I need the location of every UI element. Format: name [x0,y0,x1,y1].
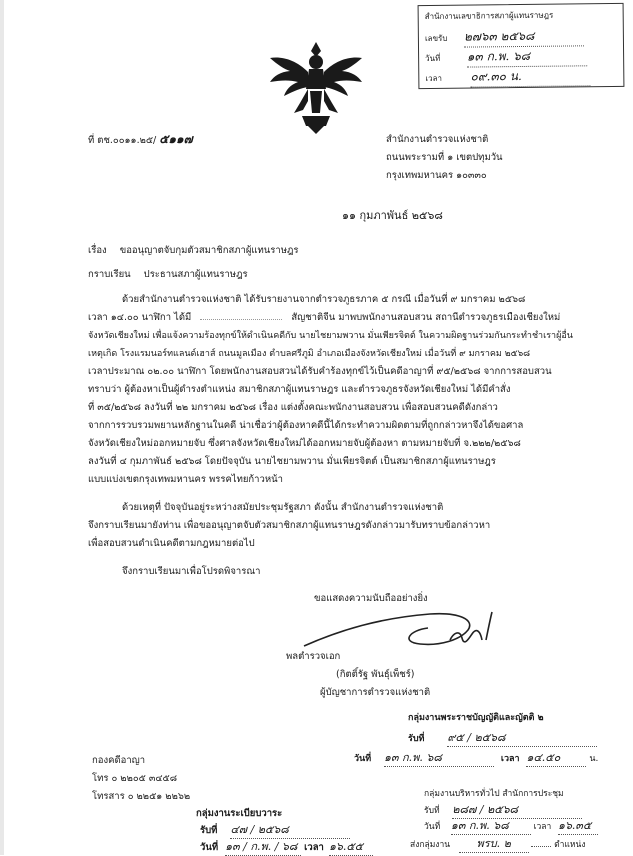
stamp-meeting-send-label: ส่งกลุ่มงาน [410,840,451,850]
closing-request: จึงกราบเรียนมาเพื่อโปรดพิจารณา [122,566,261,577]
receipt-date-value: ๑๓ ก.พ. ๖๘ [467,46,587,67]
date-line: ๑๑ กุมภาพันธ์ ๒๕๖๘ [342,209,443,222]
para2-line: จึงกราบเรียนมายังท่าน เพื่อขออนุญาตจับตัวสมาชิกสภาผู้แทนราษฎรดังกล่าวมารับทราบข้อกล่าวหา [88,520,491,531]
stamp-meeting-title: กลุ่มงานบริหารทั่วไป สำนักการประชุม [424,789,564,799]
para1-line: ที่ ๓๕/๒๕๖๘ ลงวันที่ ๒๒ มกราคม ๒๕๖๘ เรื่อง แต่งตั้งคณะพนักงานสอบสวน เพื่อสอบสวนคดีดังกล่าว [88,402,498,413]
stamp-legal-time-value: ๑๔.๕๐ [526,748,586,767]
stamp-legal-number-label: รับที่ [408,734,425,744]
receipt-number-value: ๒๗๖๓ ๒๕๖๘ [464,26,584,47]
redacted-name [200,319,282,320]
stamp-agenda-date-value: ๑๓ / ก.พ. / ๖๘ [225,837,301,856]
addressee-line [88,268,248,281]
para1-line [88,310,560,325]
ref-line [88,133,193,147]
stamp-meeting-blank [531,846,551,847]
stamp-agenda-date-label: วันที่ [200,842,219,853]
scan-edge [0,0,4,855]
stamp-meeting-send-value: พรบ. ๒ [459,834,529,853]
para2-line: ด้วยเหตุที่ ปัจจุบันอยู่ระหว่างสมัยประชุมรัฐสภา ดังนั้น สำนักงานตำรวจแห่งชาติ [122,502,444,513]
stamp-legal-date-label: วันที่ [354,754,372,764]
para1-line: เหตุเกิด โรงแรมนอร์ทแลนด์เฮาส์ ถนนมูลเมือง ตำบลศรีภูมิ อำเภอเมืองจังหวัดเชียงใหม่ เมื่อวันที่ ๙ มกราคม ๒๕๖๘ [88,349,531,359]
closing-respect: ขอแสดงความนับถืออย่างยิ่ง [314,593,428,604]
stamp-agenda-number-value: ๔๗ / ๒๕๖๘ [230,820,350,839]
to-label: กราบเรียน [88,269,131,280]
sender-address-line-1: สำนักงานตำรวจแห่งชาติ [386,134,489,145]
garuda-emblem-icon [268,38,364,136]
stamp-agenda-title: กลุ่มงานระเบียบวาระ [196,808,283,819]
receipt-stamp-top [418,3,625,89]
stamp-meeting-time-label: เวลา [533,822,552,832]
stamp-legal-time-unit: น. [589,754,599,764]
para1-line-part: สัญชาติจีน มาพบพนักงานสอบสวน สถานีตำรวจภูธรเมืองเชียงใหม่ [291,312,561,323]
subject-label: เรื่อง [88,245,107,256]
contact-fax: โทรสาร ๐ ๒๒๕๑ ๒๒๖๒ [92,791,191,802]
para1-line: จังหวัดเชียงใหม่ออกหมายจับ ซึ่งศาลจังหวัดเชียงใหม่ได้ออกหมายจับผู้ต้องหา ตามหมายจับที่ จ.๒๒๒/๒๕๖๘ [88,438,521,449]
stamp-legal-date-value: ๑๓ ก.พ. ๖๘ [384,748,494,767]
signatory-name: (กิตติ์รัฐ พันธุ์เพ็ชร์) [336,669,415,680]
para1-line-part: เวลา ๑๔.๐๐ นาฬิกา ได้มี [88,312,192,323]
stamp-meeting-date-value: ๑๓ ก.พ. ๖๘ [451,816,531,835]
receipt-time-value: ๐๙.๓๐ น. [470,66,590,87]
para1-line: จากการรวบรวมพยานหลักฐานในคดี น่าเชื่อว่าผู้ต้องหาคดีนี้ได้กระทำความผิดตามที่ถูกกล่าวหาจึงได้ขอศาล [88,420,524,431]
sender-address-line-2: ถนนพระรามที่ ๑ เขตปทุมวัน [386,152,503,163]
para1-line: ทราบว่า ผู้ต้องหาเป็นผู้ดำรงตำแหน่ง สมาชิกสภาผู้แทนราษฎร และตำรวจภูธรจังหวัดเชียงใหม่ ได้มีคำสั่ง [88,384,511,395]
receipt-agency: สำนักงานเลขาธิการสภาผู้แทนราษฎร [424,10,554,22]
signatory-rank: พลตำรวจเอก [286,651,341,662]
to-text: ประธานสภาผู้แทนราษฎร [143,269,248,280]
para2-line: เพื่อสอบสวนดำเนินคดีตามกฎหมายต่อไป [88,538,255,549]
stamp-legal-number-value: ๙๕ / ๒๕๖๘ [447,728,597,747]
stamp-legal-time-label: เวลา [500,754,520,764]
contact-department: กองคดีอาญา [92,755,146,766]
para1-line: จังหวัดเชียงใหม่ เพื่อแจ้งความร้องทุกข์ให้ดำเนินคดีกับ นายไชยามพวาน มั่นเพียรจิตต์ ในความผิดฐานร่วมกันกระทำชำเราผู้อื่น [88,331,573,341]
para1-line: เวลาประมาณ ๐๒.๐๐ นาฬิกา โดยพนักงานสอบสวนได้รับคำร้องทุกข์ไว้เป็นคดีอาญาที่ ๙๕/๒๕๖๘ จากการสอบสวน [88,366,552,377]
stamp-meeting-position-label: ตำแหน่ง [554,840,586,850]
contact-phone: โทร ๐ ๒๒๐๕ ๓๔๕๘ [92,773,178,784]
receipt-time-label: เวลา [425,73,443,84]
subject-text: ขออนุญาตจับกุมตัวสมาชิกสภาผู้แทนราษฎร [119,245,299,256]
para1-line: ลงวันที่ ๔ กุมภาพันธ์ ๒๕๖๘ โดยปัจจุบัน นายไชยามพวาน มั่นเพียรจิตต์ เป็นสมาชิกสภาผู้แทนราษฎร [88,456,496,467]
stamp-agenda [150,806,370,855]
stamp-agenda-time-value: ๑๖.๕๕ [329,837,373,856]
stamp-agenda-number-label: รับที่ [200,825,218,836]
stamp-agenda-time-label: เวลา [304,842,324,853]
stamp-legal [354,710,618,768]
signatory-position: ผู้บัญชาการตำรวจแห่งชาติ [320,687,431,698]
stamp-meeting-number-value: ๒๘๗ / ๒๕๖๘ [452,800,582,819]
ref-number-hand: ๕๑๑๗ [159,132,193,146]
stamp-meeting-number-label: รับที่ [424,806,440,816]
para1-line: แบบแบ่งเขตกรุงเทพมหานคร พรรคไทยก้าวหน้า [88,474,283,485]
stamp-meeting-time-value: ๑๖.๓๕ [558,816,598,835]
subject-line [88,244,298,257]
ref-label: ที่ ตช.๐๐๑๑.๒๕/ [88,135,157,146]
stamp-meeting [410,786,624,854]
receipt-date-label: วันที่ [425,53,441,64]
stamp-legal-title: กลุ่มงานพระราชบัญญัติและญัตติ ๒ [408,713,544,723]
sender-address-line-3: กรุงเทพมหานคร ๑๐๓๓๐ [386,170,487,181]
stamp-meeting-date-label: วันที่ [424,822,441,832]
para1-line: ด้วยสำนักงานตำรวจแห่งชาติ ได้รับรายงานจากตำรวจภูธรภาค ๕ กรณี เมื่อวันที่ ๙ มกราคม ๒๕๖๘ [122,294,526,305]
receipt-number-label: เลขรับ [424,33,448,44]
